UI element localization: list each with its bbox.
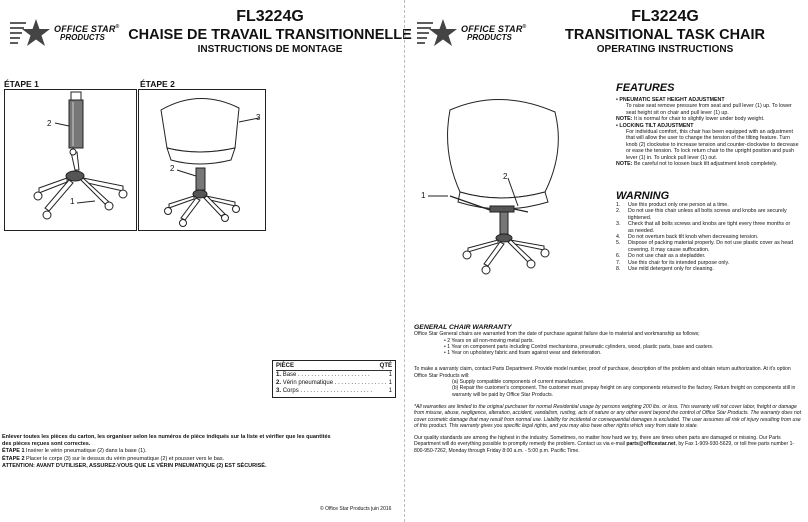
page-subtitle: OPERATING INSTRUCTIONS [596,44,734,55]
warranty-section [414,325,804,454]
page-title: TRANSITIONAL TASK CHAIR [564,27,766,43]
page-subtitle: INSTRUCTIONS DE MONTAGE [197,44,343,55]
step2-illustration [138,89,266,231]
assembly-instructions: Enlever toutes les pièces du carton, les organiser selon les numéros de pièce indiqués sur la liste et vérifier que les quantités des pièces reçues sont correctes. ÉTAPE 1 Insérer le vérin pneumatique (2) dans la base (1). ÉTAPE 2 Placer le corps (3) sur le dessus du vérin pneumatique (2) et pousser vers le bas. ATTENTION: AVANT D'UTILISER, ASSUREZ-VOUS QUE LE VÉRIN PNEUMATIQUE (2) EST SÉCURISÉ. [2,434,331,469]
list-item: 2. Do not use this chair unless all bolts screws and knobs are securely tightened. [616,208,787,221]
brand-name: OFFICE STAR [54,23,116,34]
star-logo-icon [417,18,457,48]
star-logo-icon [10,18,50,48]
step2-label: ÉTAPE 2 [140,79,175,89]
claim-option-a: (a) Supply compatible components of current manufacture. [452,379,585,386]
step1-text: Insérer le vérin pneumatique (2) dans la base (1). [26,448,147,455]
step1-illustration [4,89,137,231]
chair-illustration [420,92,605,277]
features-title: FEATURES [616,82,675,94]
list-item: 6. Do not use chair as a stepladder. [616,253,706,260]
warning-list [616,202,794,272]
list-item: 8. Use mild detergent only for cleaning. [616,266,714,273]
brand-products: PRODUCTS [467,32,512,42]
parts-email-link[interactable]: parts@officestar.net [626,441,676,448]
list-item: 7. Use this chair for its intended purpose only. [616,259,730,266]
parts-row: 1. Base . . . . . . . . . . . . . . . . . . . . . . 1 [276,372,392,378]
warranty-title: GENERAL CHAIR WARRANTY [414,324,512,331]
base-cylinder-drawing [5,90,136,230]
copyright-footer: © Office Star Products juin 2016 [320,506,392,512]
attention-text: ATTENTION: AVANT D'UTILISER, ASSUREZ-VOUS QUE LE VÉRIN PNEUMATIQUE (2) EST SÉCURISÉ. [2,462,267,469]
model-number: FL3224G [631,8,699,25]
feature1-text: To raise seat remove pressure from seat and pull lever (1) up. To lower seat height sit on chair and pull lever (1) up. [626,103,792,116]
parts-header-piece: PIÈCE [276,363,295,369]
warranty-item: • 1 Year on upholstery fabric and foam against wear and deterioration. [444,350,602,357]
callout-1: 1 [70,197,75,206]
claim-option-b: (b) Repair the customer's component. The customer must prepay freight on any components returned to the factory. Return freight on components still in warranty will be paid by Office Star Products. [452,385,796,398]
callout-2: 2 [47,119,52,128]
chair-assembly-drawing [139,90,265,230]
parts-contact: Our quality standards are among the highest in the industry. Sometimes, no matter how hard we try, there are times when parts are damaged or missing. Our Parts Department will do everything possible to promptly remedy the problem. Contact us via e-mail parts@officestar.net, by Fax 1-909-930-5629, or toll free parts number 1-800-950-7262, Monday through Friday 8:00 a.m. - 5:00 p.m. Pacific Time. [414,435,795,454]
note1-text: It is normal for chair to slightly lower under body weight. [633,116,765,123]
warning-title: WARNING [616,190,670,202]
step1-label: ÉTAPE 1 [4,79,39,89]
list-item: 5. Dispose of packing material properly. Do not use plastic cover as head covering. It may cause suffocation. [616,240,794,253]
callout-1: 1 [421,191,426,200]
callout-2: 2 [503,172,508,181]
warranty-item: • 1 Year on component parts including Control mechanisms, pneumatic cylinders, wood, plastic parts, base and casters. [444,343,714,350]
page-divider [404,0,405,522]
claim-text: To make a warranty claim, contact Parts Department. Provide model number, proof of purchase, description of the problem and obtain return authorization. At it's option Office Star Products will: [414,366,791,379]
parts-header-qty: QTÉ [379,363,392,369]
warranty-limits: *All warranties are limited to the original purchaser for normal Residential usage by persons weighing 200 lbs. or less. This warranty will not cover labor, freight or damage from misuse, abuse, negligence, alteration, accident, vandalism, rusting, acts of nature or any other event beyond the control of Office Star Products. The warranty does not cover cosmetic damage that may result from normal use. Liability for incidental or consequential damages is excluded. The user assumes all risk of injury resulting from use of this product. This warranty gives you specific legal rights, and you may also have other rights which vary from state to state. [414,403,802,429]
callout-3: 3 [256,113,261,122]
list-item: 1. Use this product only one person at a time. [616,202,729,208]
brand-products: PRODUCTS [60,32,105,42]
list-item: 3. Check that all bolts screws and knobs are tight every three months or as needed. [616,221,791,234]
brand-name: OFFICE STAR [461,23,523,34]
warranty-item: • 2 Years on all non-moving metal parts. [444,337,534,344]
parts-row: 2. Vérin pneumatique . . . . . . . . . . . . . . . . 1 [276,380,392,386]
feature1-heading: PNEUMATIC SEAT HEIGHT ADJUSTMENT [619,97,725,103]
parts-list [272,360,396,398]
page-title: CHAISE DE TRAVAIL TRANSITIONNELLE [128,27,412,43]
list-item: 4. Do not overturn back tilt knob when decreasing tension. [616,234,759,241]
office-star-logo-left [10,18,119,48]
warranty-intro: Office Star General chairs are warranted from the date of purchase against failure due to material and workmanship as follows; [414,331,700,338]
feature2-heading: LOCKING TILT ADJUSTMENT [619,122,694,129]
registered-mark: ® [115,23,120,30]
model-number: FL3224G [236,8,304,25]
features-section: • PNEUMATIC SEAT HEIGHT ADJUSTMENT To raise seat remove pressure from seat and pull lever (1) up. To lower seat height sit on chair and pull lever (1) up. NOTE: It is normal for chair to slightly lower under body weight. • LOCKING TILT ADJUSTMENT For individual comfort, this chair has been equipped with an adjustment that will allow the user to change the tension of the tilting feature. Turn knob (2) clockwise to increase tension and counter-clockwise to decrease or ease the tension. To lock return chair to the upright position and push lever (1) in. To unlock pull lever (1) out. NOTE: Be careful not to loosen back tilt adjustment knob completely. [616,97,802,167]
parts-row: 3. Corps . . . . . . . . . . . . . . . . . . . . . . 1 [276,388,392,394]
note2-text: Be careful not to loosen back tilt adjustment knob completely. [633,161,778,168]
registered-mark: ® [522,23,527,30]
callout-2b: 2 [170,164,175,173]
feature2-text: For individual comfort, this chair has been equipped with an adjustment that will allow the user to change the tension of the tilting feature. Turn knob (2) clockwise to increase tension and counter-clockwise to decrease or ease the tension. To lock return chair to the upright position and push lever (1) in. To unlock pull lever (1) out. [626,129,799,161]
intro-text: Enlever toutes les pièces du carton, les organiser selon les numéros de pièce indiqués sur la liste et vérifier que les quantités des pièces reçues sont correctes. [2,434,331,448]
office-star-logo-right [417,18,526,48]
step2-text: Placer le corps (3) sur le dessus du vérin pneumatique (2) et pousser vers le bas. [26,455,225,462]
